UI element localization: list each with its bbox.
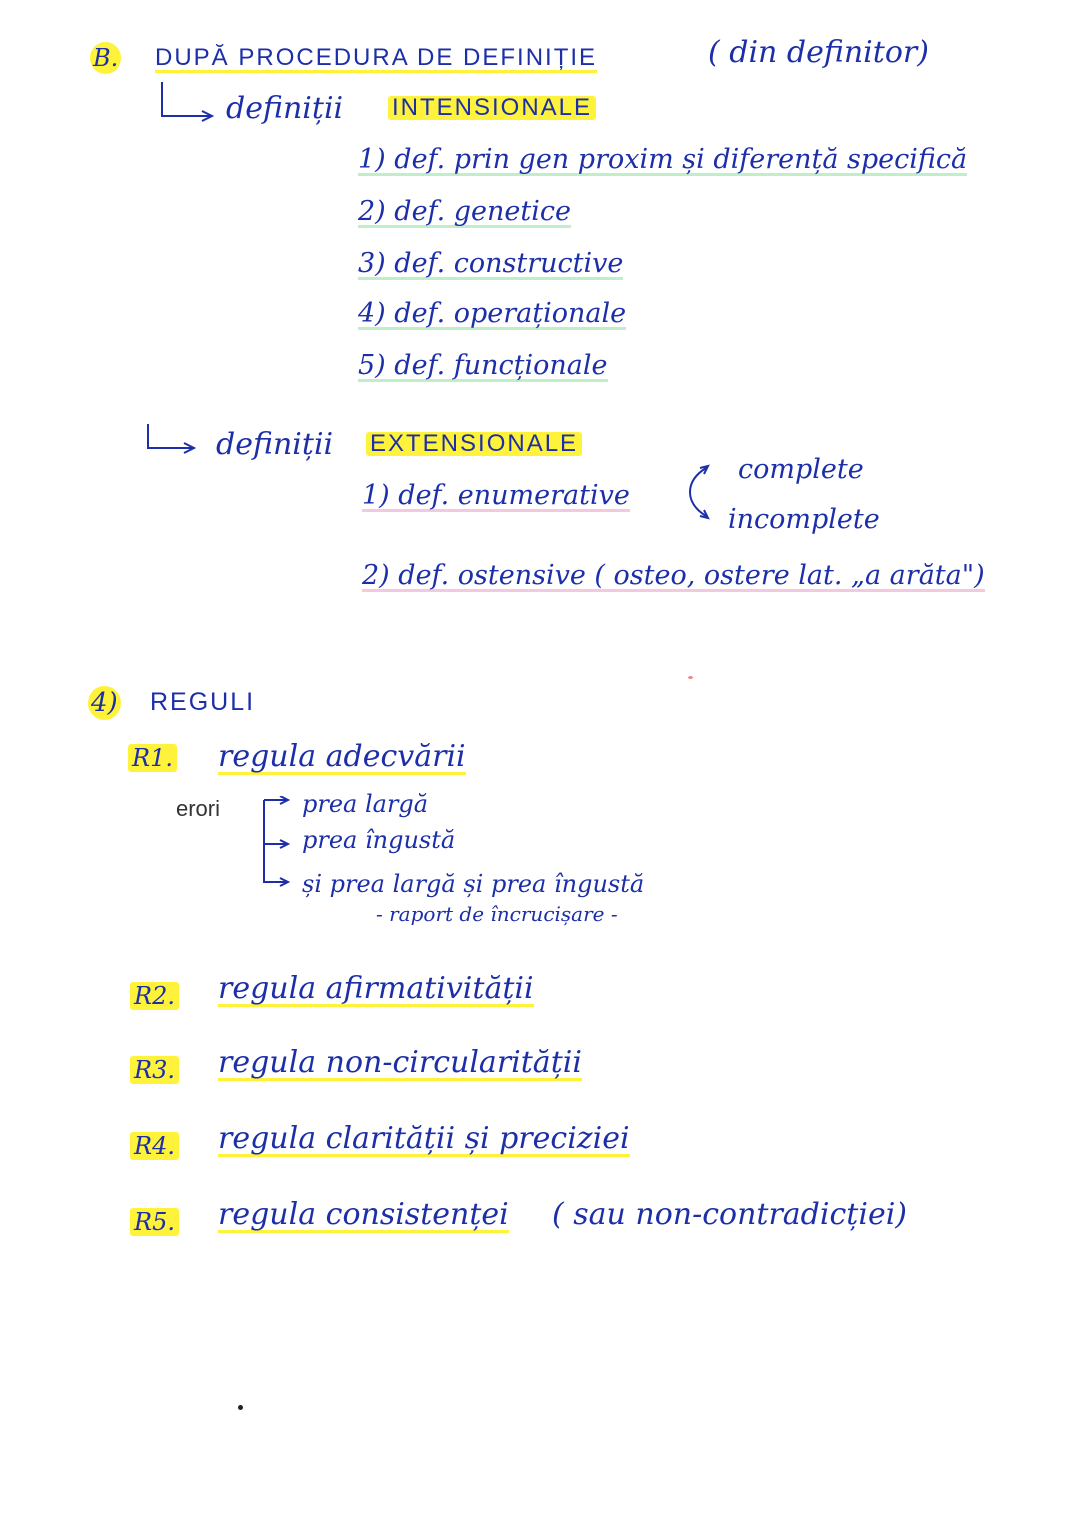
branch-incomplete: incomplete	[728, 504, 880, 535]
error-item: prea îngustă	[302, 826, 456, 854]
reguli-title: REGULI	[150, 688, 256, 716]
section-note: ( din definitor)	[708, 35, 929, 70]
brace-icon	[676, 458, 736, 528]
extensional-lead: definiții	[216, 427, 334, 462]
reguli-number: 4)	[88, 690, 121, 716]
branch-arrow-icon	[158, 82, 218, 132]
intensional-title: INTENSIONALE	[388, 96, 596, 120]
errors-note: - raport de încrucișare -	[376, 902, 618, 926]
rule-text: regula afirmativității	[218, 971, 534, 1006]
rule-text: regula non-circularității	[218, 1045, 582, 1080]
rule-text: regula adecvării	[218, 739, 466, 774]
rule-note: ( sau non-contradicției)	[552, 1197, 907, 1232]
intensional-lead: definiții	[226, 91, 344, 126]
errors-label: erori	[176, 796, 221, 821]
extensional-title: EXTENSIONALE	[366, 432, 582, 456]
list-item: 1) def. prin gen proxim și diferență specifică	[358, 144, 968, 175]
rule-code: R2.	[130, 984, 179, 1008]
rule-code: R4.	[130, 1134, 179, 1158]
branch-complete: complete	[738, 454, 864, 485]
extensional-item-enumerative: 1) def. enumerative	[362, 480, 630, 511]
rule-text: regula clarității și preciziei	[218, 1121, 630, 1156]
error-item: prea largă	[302, 790, 429, 818]
section-label: B.	[90, 46, 121, 70]
extensional-item-ostensive: 2) def. ostensive ( osteo, ostere lat. „a arăta")	[362, 560, 985, 591]
rule-code: R5.	[130, 1210, 179, 1234]
rule-code: R1.	[128, 746, 177, 770]
error-item: și prea largă și prea îngustă	[302, 870, 645, 898]
section-title: DUPĂ PROCEDURA DE DEFINIȚIE	[155, 44, 598, 71]
list-item: 4) def. operaționale	[358, 298, 627, 329]
rule-code: R3.	[130, 1058, 179, 1082]
branch-arrow-icon	[144, 424, 204, 464]
rule-text: regula consistenței	[218, 1197, 509, 1232]
list-item: 2) def. genetice	[358, 196, 571, 227]
list-item: 3) def. constructive	[358, 248, 624, 279]
list-item: 5) def. funcționale	[358, 350, 608, 381]
